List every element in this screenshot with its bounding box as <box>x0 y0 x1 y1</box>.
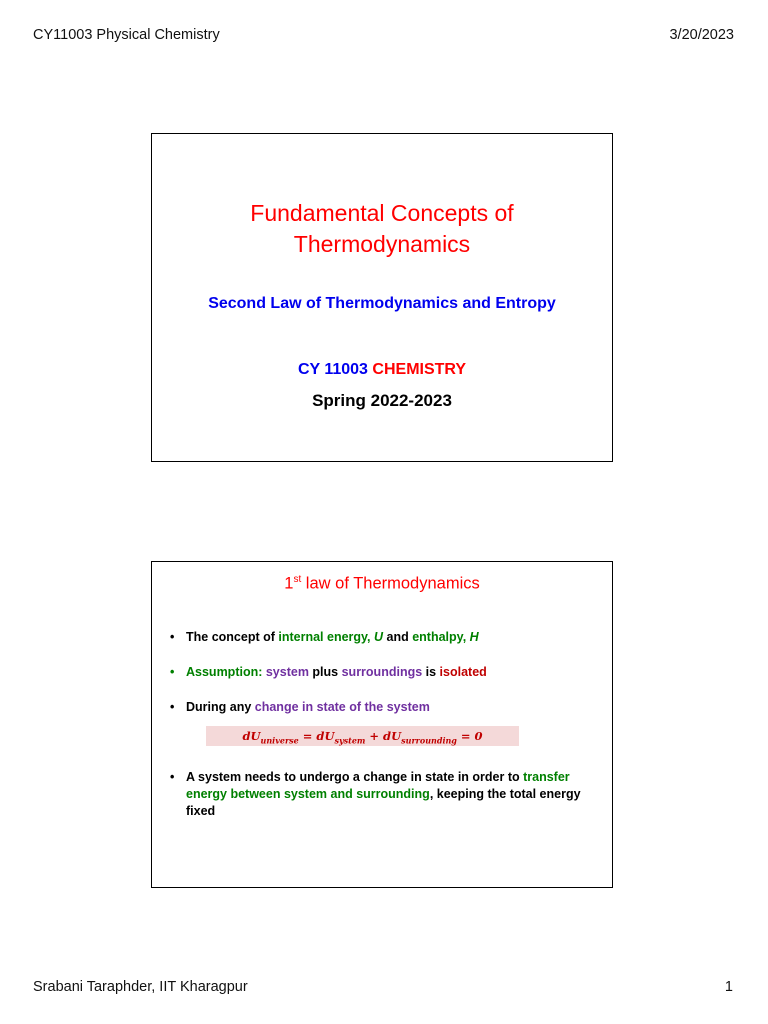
term-system: system <box>265 665 309 679</box>
bullet-change-in-state <box>170 699 598 716</box>
bullet-text: A system needs to undergo a change in state in order to <box>186 770 524 784</box>
heading-text: law of Thermodynamics <box>301 574 480 593</box>
slide-title <box>151 133 613 462</box>
eq-sub-system: system <box>334 735 366 746</box>
page-footer-author: Srabani Taraphder, IIT Kharagpur <box>33 979 248 995</box>
energy-conservation-equation <box>206 726 519 746</box>
course-name: CHEMISTRY <box>372 361 467 378</box>
eq-equals: = <box>298 729 317 743</box>
course-code: CY 11003 <box>297 361 368 378</box>
heading-ordinal: st <box>293 574 302 585</box>
bullet-energy-transfer <box>170 769 598 820</box>
symbol-u: U <box>374 630 384 644</box>
slide-subtitle: Second Law of Thermodynamics and Entropy <box>208 295 556 312</box>
term-enthalpy: enthalpy, <box>412 630 470 644</box>
slide-first-law <box>151 561 613 888</box>
bullet-text: , keeping the total energy fixed <box>186 787 581 818</box>
bullet-text: and <box>383 630 413 644</box>
title-line-2: Thermodynamics <box>293 231 471 257</box>
eq-du: dU <box>316 729 335 743</box>
eq-zero: = 0 <box>456 729 483 743</box>
bullet-dot: • <box>170 665 175 679</box>
bullet-assumption <box>170 664 598 681</box>
page-number: 1 <box>724 979 733 995</box>
course-line <box>152 361 612 379</box>
page-header-course: CY11003 Physical Chemistry <box>33 27 220 43</box>
title-line-1: Fundamental Concepts of <box>250 200 514 226</box>
page-header-date: 3/20/2023 <box>669 27 734 43</box>
eq-plus: + <box>365 729 384 743</box>
term-isolated: isolated <box>439 665 487 679</box>
course-term: Spring 2022-2023 <box>312 391 452 410</box>
term-internal-energy: internal energy, <box>278 630 375 644</box>
term-assumption: Assumption: <box>186 665 266 679</box>
term-surroundings: surroundings <box>341 665 423 679</box>
slide-title-heading <box>152 198 612 260</box>
term-transfer-energy: transfer energy between system and surrounding <box>186 770 570 801</box>
bullet-text: is <box>422 665 440 679</box>
heading-number: 1 <box>284 574 294 593</box>
bullet-dot: • <box>170 700 175 714</box>
bullet-internal-energy <box>170 629 598 646</box>
eq-du: dU <box>242 729 261 743</box>
bullet-text: plus <box>308 665 342 679</box>
term-change-in-state: change in state of the system <box>254 700 430 714</box>
eq-du: dU <box>383 729 402 743</box>
bullet-dot: • <box>170 770 175 784</box>
bullet-dot: • <box>170 630 175 644</box>
symbol-h: H <box>469 630 479 644</box>
eq-sub-universe: universe <box>260 735 299 746</box>
bullet-text: The concept of <box>186 630 279 644</box>
eq-sub-surrounding: surrounding <box>401 735 457 746</box>
slide2-heading <box>152 574 612 594</box>
bullet-text: During any <box>186 700 255 714</box>
